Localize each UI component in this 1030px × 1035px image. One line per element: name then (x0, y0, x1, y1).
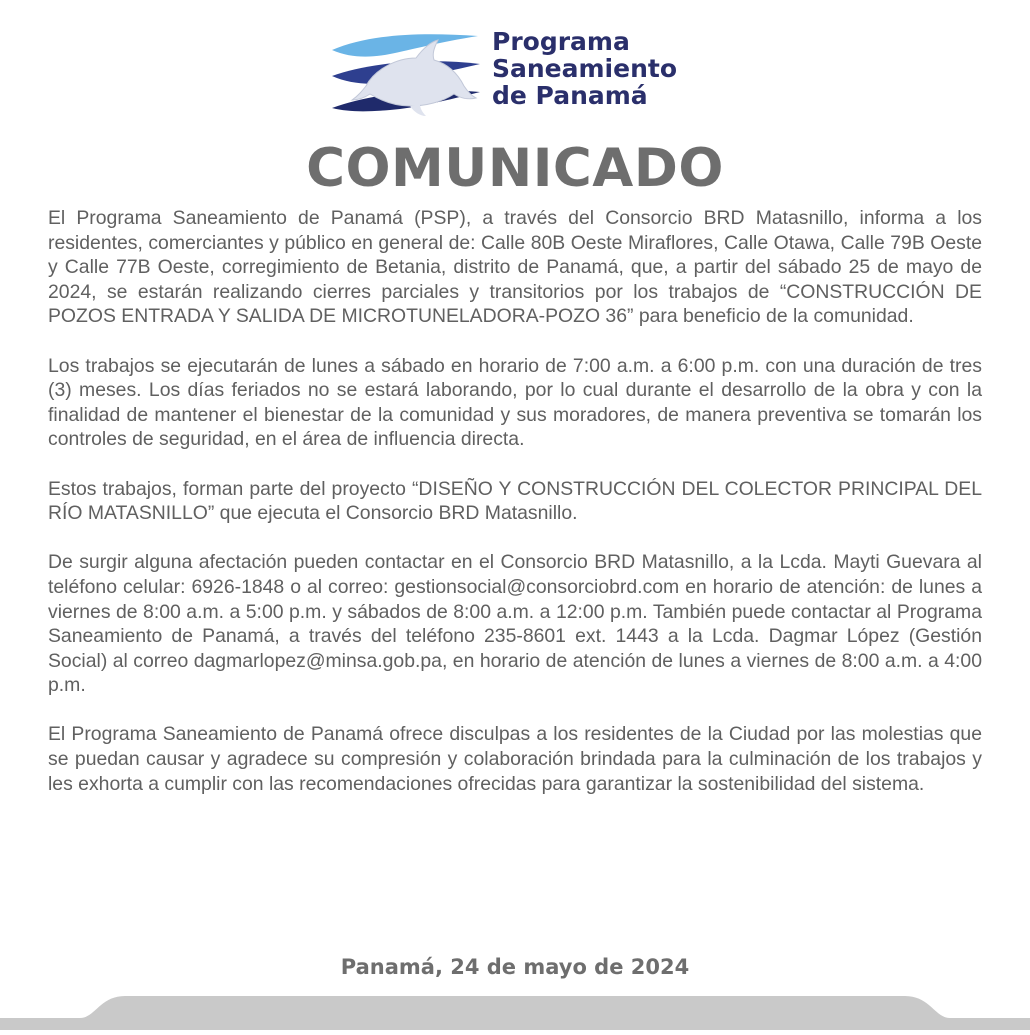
page-title: COMUNICADO (306, 138, 724, 199)
paragraph-4: De surgir alguna afectación pueden contactar en el Consorcio BRD Matasnillo, a la Lcda. Mayti Guevara al teléfono celular: 6926-1848 o al correo: gestionsocial@consorciobrd.com en horario de atención: de lunes a viernes de 8:00 a.m. a 5:00 p.m. y sábados de 8:00 a.m. a 12:00 p.m. También puede contactar al Programa Saneamiento de Panamá, a través del teléfono 235-8601 ext. 1443 a la Lcda. Dagmar López (Gestión Social) al correo dagmarlopez@minsa.gob.pa, en horario de atención de lunes a viernes de 8:00 a.m. a 4:00 p.m. (48, 551, 982, 697)
psp-logo (330, 28, 710, 118)
paragraph-3: Estos trabajos, forman parte del proyecto “DISEÑO Y CONSTRUCCIÓN DEL COLECTOR PRINCIPAL DEL RÍO MATASNILLO” que ejecuta el Consorcio BRD Matasnillo. (48, 477, 982, 525)
logo-line-3: de Panamá (492, 81, 648, 110)
date-line: Panamá, 24 de mayo de 2024 (340, 955, 690, 979)
communique-body (48, 206, 982, 821)
paragraph-1: El Programa Saneamiento de Panamá (PSP), a través del Consorcio BRD Matasnillo, informa a los residentes, comerciantes y público en general de: Calle 80B Oeste Miraflores, Calle Otawa, Calle 79B Oeste y Calle 77B Oeste, corregimiento de Betania, distrito de Panamá, que, a partir del sábado 25 de mayo de 2024, se estarán realizando cierres parciales y transitorios por los trabajos de “CONSTRUCCIÓN DE POZOS ENTRADA Y SALIDA DE MICROTUNELADORA-POZO 36” para beneficio de la comunidad. (48, 207, 982, 328)
logo-line-2: Saneamiento (492, 54, 677, 83)
paragraph-2: Los trabajos se ejecutarán de lunes a sábado en horario de 7:00 a.m. a 6:00 p.m. con una duración de tres (3) meses. Los días feriados no se estará laborando, por lo cual durante el desarrollo de la obra y con la finalidad de mantener el bienestar de la comunidad y sus moradores, de manera preventiva se tomarán los controles de seguridad, en el área de influencia directa. (48, 354, 982, 451)
logo-wordmark (492, 28, 677, 109)
dolphin-waves-icon (330, 28, 490, 118)
footer-band (0, 990, 1030, 1030)
paragraph-5: El Programa Saneamiento de Panamá ofrece disculpas a los residentes de la Ciudad por las molestias que se puedan causar y agradece su compresión y colaboración brindada para la culminación de los trabajos y les exhorta a cumplir con las recomendaciones ofrecidas para garantizar la sostenibilidad del sistema. (48, 723, 982, 795)
logo-line-1: Programa (492, 27, 630, 56)
